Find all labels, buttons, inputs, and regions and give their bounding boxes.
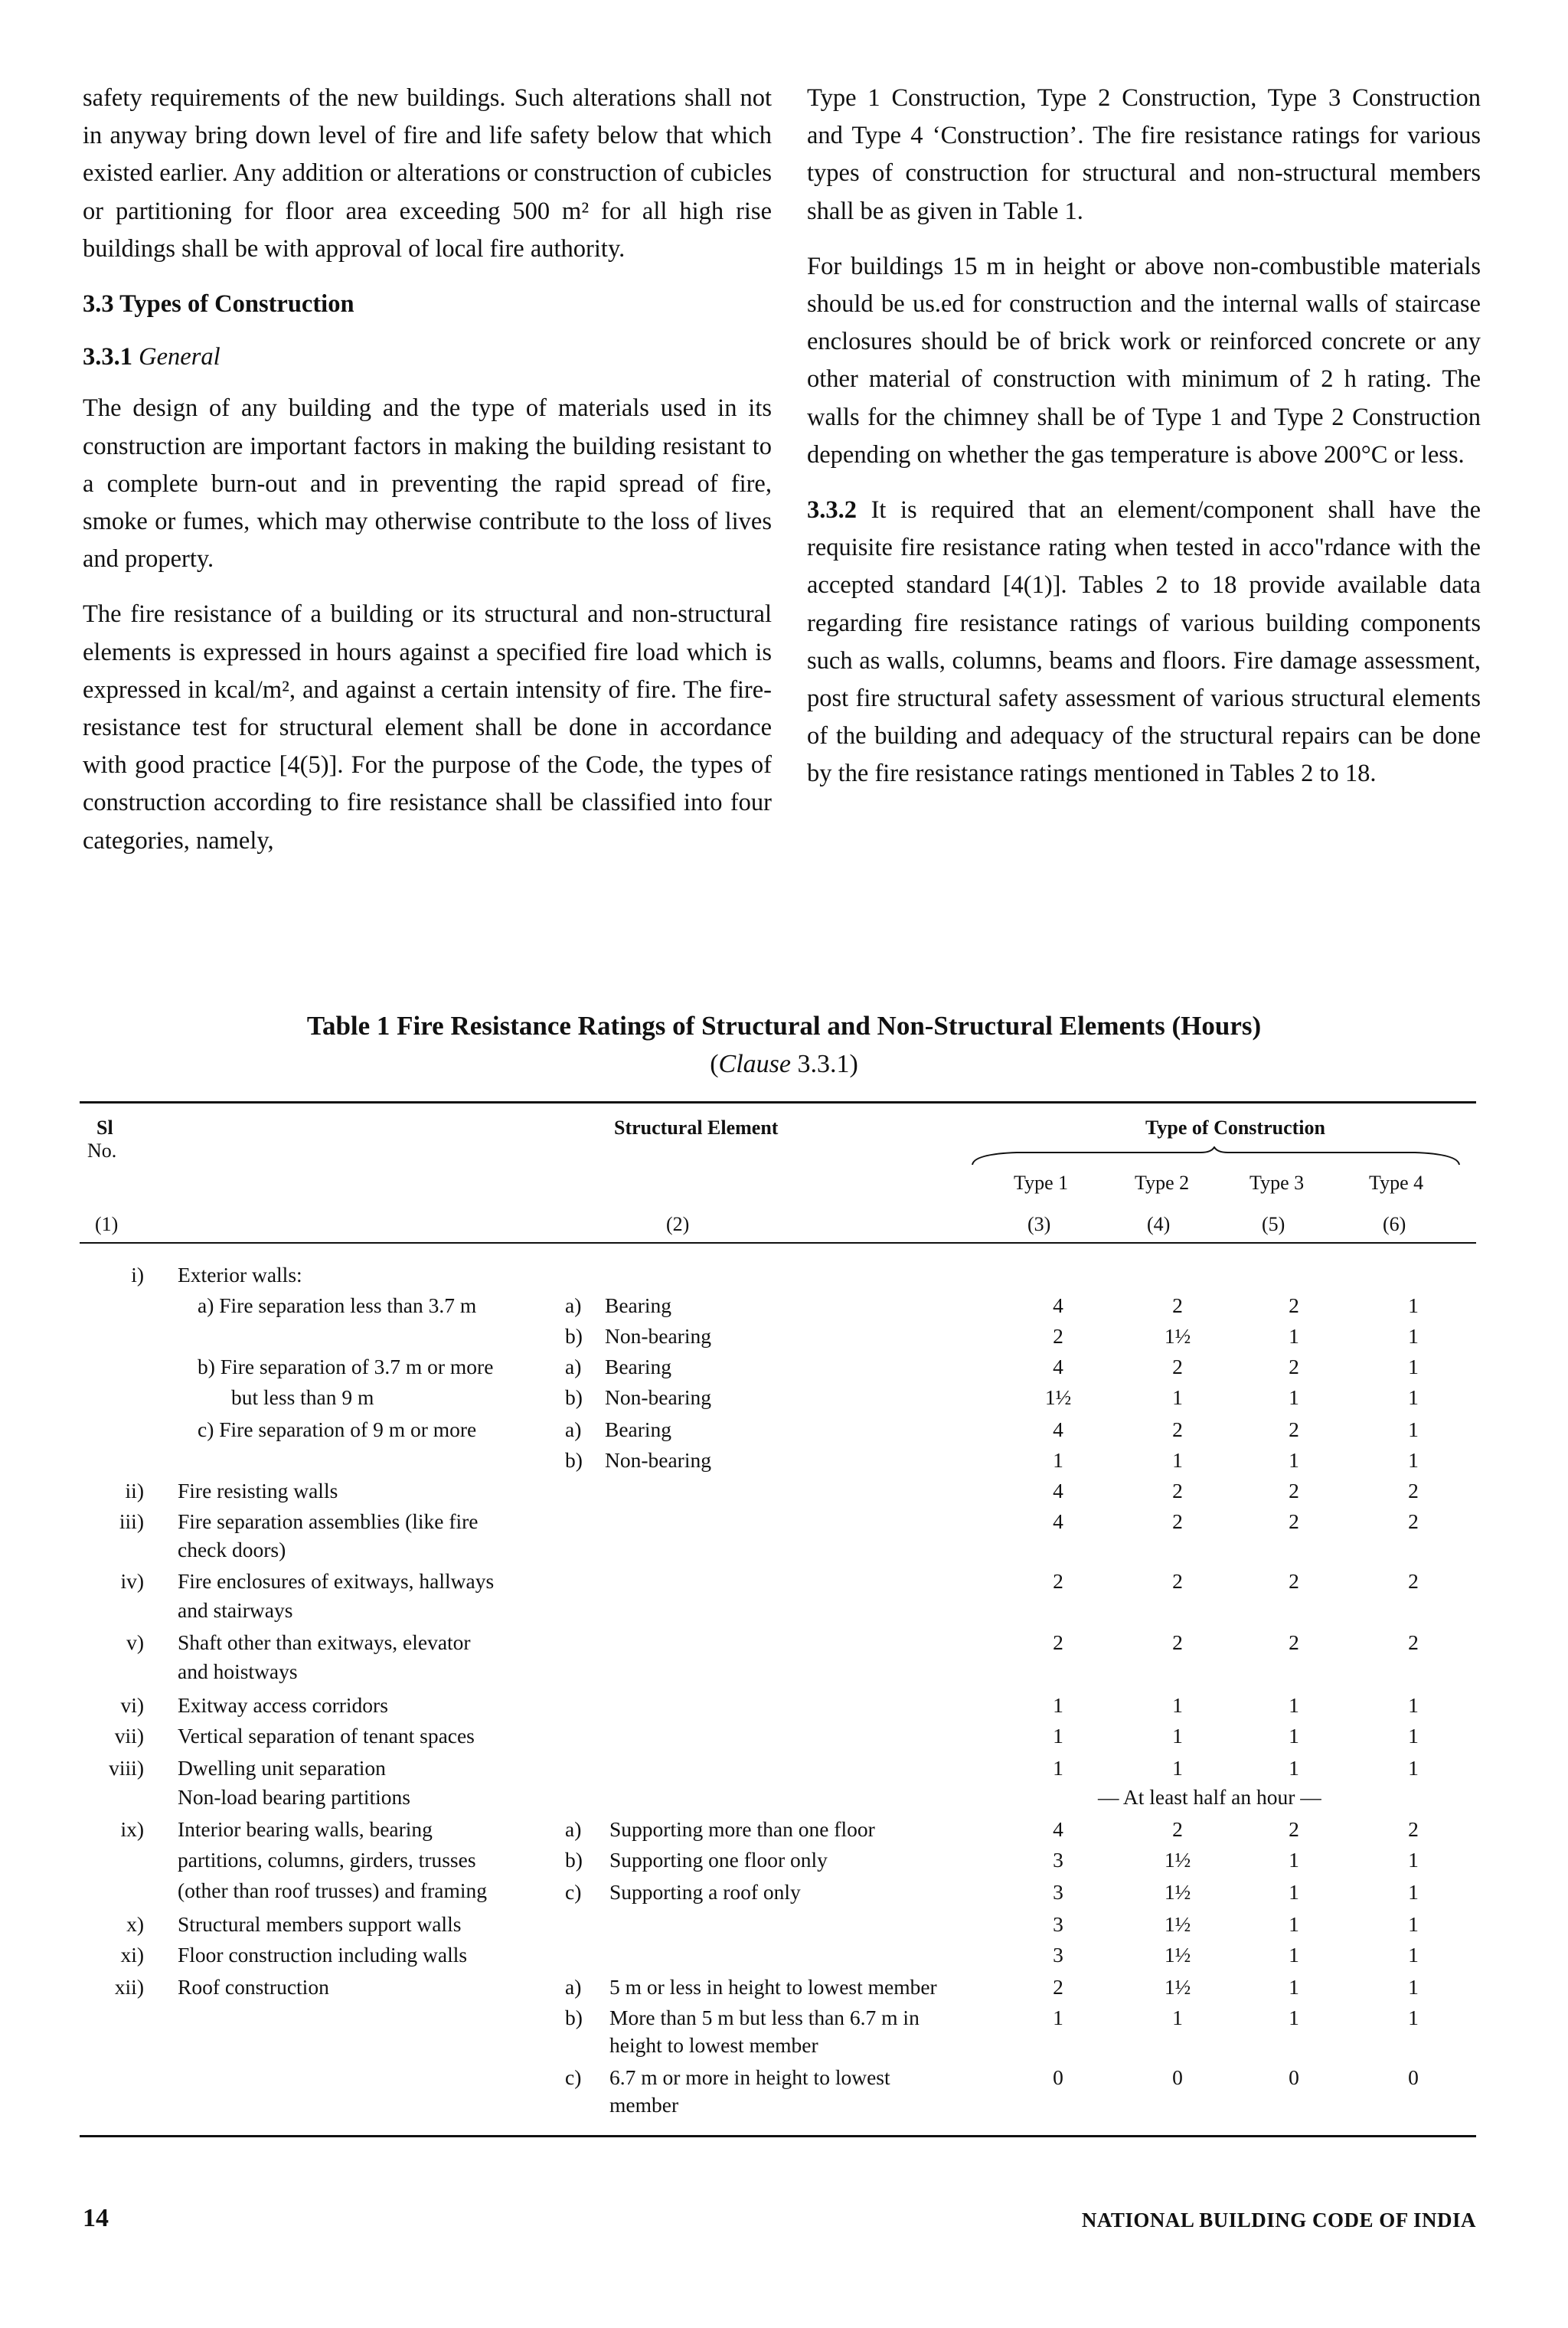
value-ii-type3: 2 [1289, 1479, 1299, 1502]
value-v-type4: 2 [1408, 1630, 1419, 1654]
value-xii_a-type1: 2 [1053, 1975, 1063, 1999]
sub-text-xii-a: 5 m or less in height to lowest member [609, 1975, 937, 1999]
sub-letter-ix-b: b) [565, 1848, 583, 1872]
sub-text-ia-a: Bearing [605, 1293, 672, 1317]
value-ix_c-type3: 1 [1289, 1880, 1299, 1904]
value-v-type1: 2 [1053, 1630, 1063, 1654]
value-iv-type1: 2 [1053, 1569, 1063, 1593]
sub-letter-ic-b: b) [565, 1448, 583, 1472]
value-x-type1: 3 [1053, 1912, 1063, 1936]
value-v-type3: 2 [1289, 1630, 1299, 1654]
left-column [83, 80, 772, 878]
right-column [807, 80, 1481, 811]
value-ib_b-type1: 1½ [1044, 1385, 1072, 1409]
value-xii_a-type2: 1½ [1164, 1975, 1191, 1999]
row-num-ix: ix) [120, 1817, 144, 1841]
value-ix_b-type2: 1½ [1164, 1848, 1191, 1872]
clause-number: 3.3.2 [807, 496, 857, 525]
value-vii-type4: 1 [1408, 1724, 1419, 1748]
row-label-non-load-bearing: Non-load bearing partitions [178, 1785, 410, 1809]
value-xii_b-type3: 1 [1289, 2006, 1299, 2029]
row-label-iv-1: Fire enclosures of exitways, hallways [178, 1569, 495, 1593]
value-ii-type4: 2 [1408, 1479, 1419, 1502]
value-iv-type2: 2 [1172, 1569, 1183, 1593]
table-top-rule [80, 1101, 1476, 1104]
row-label-x: Structural members support walls [178, 1912, 462, 1936]
row-num-xii: xii) [114, 1975, 144, 1999]
value-ix_b-type3: 1 [1289, 1848, 1299, 1872]
value-viii-type2: 1 [1172, 1756, 1183, 1780]
row-label-vii: Vertical separation of tenant spaces [178, 1724, 475, 1748]
row-num-vii: vii) [114, 1724, 144, 1748]
subsection-number: 3.3.1 [83, 343, 132, 371]
value-vii-type1: 1 [1053, 1724, 1063, 1748]
value-ib_a-type1: 4 [1053, 1355, 1063, 1378]
header-structural-element: Structural Element [614, 1117, 779, 1139]
row-num-iv: iv) [120, 1569, 144, 1593]
value-ia_a-type1: 4 [1053, 1293, 1063, 1317]
value-ib_a-type3: 2 [1289, 1355, 1299, 1378]
header-type4: Type 4 [1369, 1172, 1424, 1194]
value-xii_b-type4: 1 [1408, 2006, 1419, 2029]
value-iii-type3: 2 [1289, 1509, 1299, 1533]
value-xii_b-type2: 1 [1172, 2006, 1183, 2029]
row-label-viii: Dwelling unit separation [178, 1756, 386, 1780]
row-label-v-2: and hoistways [178, 1659, 298, 1683]
value-ic_a-type2: 2 [1172, 1417, 1183, 1441]
row-num-xi: xi) [120, 1943, 144, 1967]
header-no: No. [87, 1139, 117, 1162]
sub-letter-xii-c: c) [565, 2065, 582, 2089]
sub-letter-ic-a: a) [565, 1417, 582, 1441]
sub-text-ib-b: Non-bearing [605, 1385, 711, 1409]
value-ic_a-type3: 2 [1289, 1417, 1299, 1441]
value-ix_c-type2: 1½ [1164, 1880, 1191, 1904]
value-ix_b-type4: 1 [1408, 1848, 1419, 1872]
header-type2: Type 2 [1135, 1172, 1190, 1194]
row-label-iv-2: and stairways [178, 1598, 293, 1622]
value-ix_b-type1: 3 [1053, 1848, 1063, 1872]
sub-letter-ix-a: a) [565, 1817, 582, 1841]
header-type-of-construction: Type of Construction [1145, 1117, 1325, 1139]
sub-letter-ia-a: a) [565, 1293, 582, 1317]
value-xi-type2: 1½ [1164, 1943, 1191, 1967]
subsection-title: General [139, 343, 220, 371]
left-paragraph-2: The design of any building and the type of materials used in its construction are important factors in making the building resistant to a complete burn-out and in preventing the rapid spread of fire, smoke or fumes, which may otherwise contribute to the loss of lives and property. [83, 394, 772, 574]
sub-text-ix-b: Supporting one floor only [609, 1848, 828, 1872]
row-label-xii: Roof construction [178, 1975, 329, 1999]
value-ia_a-type2: 2 [1172, 1293, 1183, 1317]
row-label-v-1: Shaft other than exitways, elevator [178, 1630, 471, 1654]
sub-letter-ix-c: c) [565, 1880, 582, 1904]
value-ii-type2: 2 [1172, 1479, 1183, 1502]
value-ic_b-type1: 1 [1053, 1448, 1063, 1472]
value-ia_a-type4: 1 [1408, 1293, 1419, 1317]
value-vii-type3: 1 [1289, 1724, 1299, 1748]
value-ix_a-type3: 2 [1289, 1817, 1299, 1841]
value-iii-type2: 2 [1172, 1509, 1183, 1533]
sub-letter-xii-b: b) [565, 2006, 583, 2029]
value-ii-type1: 4 [1053, 1479, 1063, 1502]
sub-letter-xii-a: a) [565, 1975, 582, 1999]
header-col1: (1) [95, 1213, 119, 1235]
table-header-rule [80, 1242, 1476, 1244]
value-xi-type1: 3 [1053, 1943, 1063, 1967]
value-ia_a-type3: 2 [1289, 1293, 1299, 1317]
row-num-x: x) [126, 1912, 144, 1936]
sub-text-xii-c-2: member [609, 2093, 679, 2117]
row-num-i: i) [131, 1263, 144, 1287]
row-num-vi: vi) [120, 1693, 144, 1717]
sub-text-ix-c: Supporting a roof only [609, 1880, 801, 1904]
header-sl: Sl [96, 1117, 113, 1139]
value-xii_c-type1: 0 [1053, 2065, 1063, 2089]
non-load-bearing-note: — At least half an hour — [1098, 1785, 1321, 1809]
value-xii_c-type3: 0 [1289, 2065, 1299, 2089]
page-number: 14 [83, 2204, 109, 2232]
sub-letter-ib-b: b) [565, 1385, 583, 1409]
value-viii-type1: 1 [1053, 1756, 1063, 1780]
subsection-heading [83, 338, 772, 376]
value-x-type2: 1½ [1164, 1912, 1191, 1936]
row-label-vi: Exitway access corridors [178, 1693, 388, 1717]
sub-text-ia-b: Non-bearing [605, 1324, 711, 1348]
header-col2: (2) [666, 1213, 690, 1235]
sub-text-xii-b-1: More than 5 m but less than 6.7 m in [609, 2006, 920, 2029]
clause-ref: 3.3.1 [797, 1050, 850, 1078]
value-xii_a-type4: 1 [1408, 1975, 1419, 1999]
row-label-exterior-walls: Exterior walls: [178, 1263, 302, 1287]
value-ic_a-type4: 1 [1408, 1417, 1419, 1441]
value-ix_a-type2: 2 [1172, 1817, 1183, 1841]
value-ib_a-type2: 2 [1172, 1355, 1183, 1378]
row-num-v: v) [126, 1630, 144, 1654]
row-num-viii: viii) [109, 1756, 144, 1780]
row-label-iii-1: Fire separation assemblies (like fire [178, 1509, 479, 1533]
value-iii-type1: 4 [1053, 1509, 1063, 1533]
value-ia_b-type3: 1 [1289, 1324, 1299, 1348]
value-ib_a-type4: 1 [1408, 1355, 1419, 1378]
value-vi-type4: 1 [1408, 1693, 1419, 1717]
value-iii-type4: 2 [1408, 1509, 1419, 1533]
value-xii_c-type4: 0 [1408, 2065, 1419, 2089]
sub-letter-ib-a: a) [565, 1355, 582, 1378]
clause-word: Clause [718, 1050, 791, 1078]
right-paragraph-2: For buildings 15 m in height or above non-combustible materials should be us.ed for construction and the internal walls of staircase enclosures should be of brick work or reinforced concrete or any other material of construction with minimum of 2 h rating. The walls for the chimney shall be of Type 1 and Type 2 Construction depending on whether the gas temperature is above 200°C or less. [807, 252, 1481, 469]
value-ia_b-type1: 2 [1053, 1324, 1063, 1348]
value-ic_b-type4: 1 [1408, 1448, 1419, 1472]
header-col3: (3) [1027, 1213, 1051, 1235]
value-x-type3: 1 [1289, 1912, 1299, 1936]
value-xi-type4: 1 [1408, 1943, 1419, 1967]
value-ix_a-type1: 4 [1053, 1817, 1063, 1841]
row-num-iii: iii) [119, 1509, 144, 1533]
row-label-ib-2: but less than 9 m [231, 1385, 374, 1409]
row-label-ib-1: b) Fire separation of 3.7 m or more [198, 1355, 494, 1378]
right-paragraph-1: Type 1 Construction, Type 2 Construction, Type 3 Construction and Type 4 ‘Construction’. The fire resistance ratings for various types of construction for structural and non-structural members shall be as given in Table 1. [807, 84, 1481, 225]
row-label-ia: a) Fire separation less than 3.7 m [198, 1293, 477, 1317]
value-ib_b-type2: 1 [1172, 1385, 1183, 1409]
value-ic_b-type3: 1 [1289, 1448, 1299, 1472]
value-viii-type3: 1 [1289, 1756, 1299, 1780]
value-v-type2: 2 [1172, 1630, 1183, 1654]
left-paragraph-3: The fire resistance of a building or its structural and non-structural elements is expressed in hours against a specified fire load which is expressed in kcal/m², and against a certain intensity of fire. The fire-resistance test for structural element shall be done in accordance with good practice [4(5)]. For the purpose of the Code, the types of construction according to fire resistance shall be classified into four categories, namely, [83, 600, 772, 855]
value-xii_c-type2: 0 [1172, 2065, 1183, 2089]
value-ic_a-type1: 4 [1053, 1417, 1063, 1441]
value-ix_c-type4: 1 [1408, 1880, 1419, 1904]
value-vii-type2: 1 [1172, 1724, 1183, 1748]
header-brace [971, 1146, 1461, 1169]
header-type3: Type 3 [1250, 1172, 1305, 1194]
right-paragraph-3 [807, 492, 1481, 793]
row-label-ix-1: Interior bearing walls, bearing [178, 1817, 433, 1841]
value-x-type4: 1 [1408, 1912, 1419, 1936]
header-col4: (4) [1147, 1213, 1171, 1235]
left-paragraph-1: safety requirements of the new buildings. Such alterations shall not in anyway bring down level of fire and life safety below that which existed earlier. Any addition or alterations or construction of cubicles or partitioning for floor area exceeding 500 m² for all high rise buildings shall be with approval of local fire authority. [83, 84, 772, 263]
section-heading: 3.3 Types of Construction [83, 290, 354, 319]
value-ib_b-type3: 1 [1289, 1385, 1299, 1409]
header-type1: Type 1 [1014, 1172, 1069, 1194]
value-vi-type1: 1 [1053, 1693, 1063, 1717]
sub-letter-ia-b: b) [565, 1324, 583, 1348]
value-ib_b-type4: 1 [1408, 1385, 1419, 1409]
row-label-ix-3: (other than roof trusses) and framing [178, 1878, 487, 1902]
row-label-ii: Fire resisting walls [178, 1479, 338, 1502]
table-bottom-rule [80, 2135, 1476, 2137]
value-xii_b-type1: 1 [1053, 2006, 1063, 2029]
value-vi-type2: 1 [1172, 1693, 1183, 1717]
sub-text-xii-b-2: height to lowest member [609, 2033, 818, 2057]
sub-text-ic-a: Bearing [605, 1417, 672, 1441]
sub-text-ib-a: Bearing [605, 1355, 672, 1378]
row-num-ii: ii) [125, 1479, 144, 1502]
value-ix_a-type4: 2 [1408, 1817, 1419, 1841]
value-ic_b-type2: 1 [1172, 1448, 1183, 1472]
value-xii_a-type3: 1 [1289, 1975, 1299, 1999]
running-footer-title: NATIONAL BUILDING CODE OF INDIA [1081, 2209, 1476, 2232]
sub-text-ic-b: Non-bearing [605, 1448, 711, 1472]
sub-text-ix-a: Supporting more than one floor [609, 1817, 875, 1841]
row-label-xi: Floor construction including walls [178, 1943, 468, 1967]
value-xi-type3: 1 [1289, 1943, 1299, 1967]
row-label-iii-2: check doors) [178, 1538, 286, 1561]
value-vi-type3: 1 [1289, 1693, 1299, 1717]
table-clause: (Clause 3.3.1) [710, 1050, 858, 1078]
value-iv-type4: 2 [1408, 1569, 1419, 1593]
value-ia_b-type4: 1 [1408, 1324, 1419, 1348]
row-label-ix-2: partitions, columns, girders, trusses [178, 1848, 476, 1872]
row-label-ic: c) Fire separation of 9 m or more [198, 1417, 477, 1441]
value-ia_b-type2: 1½ [1164, 1324, 1191, 1348]
value-ix_c-type1: 3 [1053, 1880, 1063, 1904]
value-iv-type3: 2 [1289, 1569, 1299, 1593]
table-title: Table 1 Fire Resistance Ratings of Structural and Non-Structural Elements (Hours) [306, 1011, 1262, 1041]
header-col5: (5) [1262, 1213, 1285, 1235]
sub-text-xii-c-1: 6.7 m or more in height to lowest [609, 2065, 890, 2089]
value-viii-type4: 1 [1408, 1756, 1419, 1780]
right-paragraph-3-text: It is required that an element/component shall have the requisite fire resistance rating when tested in acco"rdance with the accepted standard [4(1)]. Tables 2 to 18 provide available data regarding fire resistance ratings of various building components such as walls, columns, beams and floors. Fire damage assessment, post fire structural safety assessment of various structural elements of the building and adequacy of the structural repairs can be done by the fire resistance ratings mentioned in Tables 2 to 18. [807, 496, 1481, 788]
header-col6: (6) [1383, 1213, 1406, 1235]
